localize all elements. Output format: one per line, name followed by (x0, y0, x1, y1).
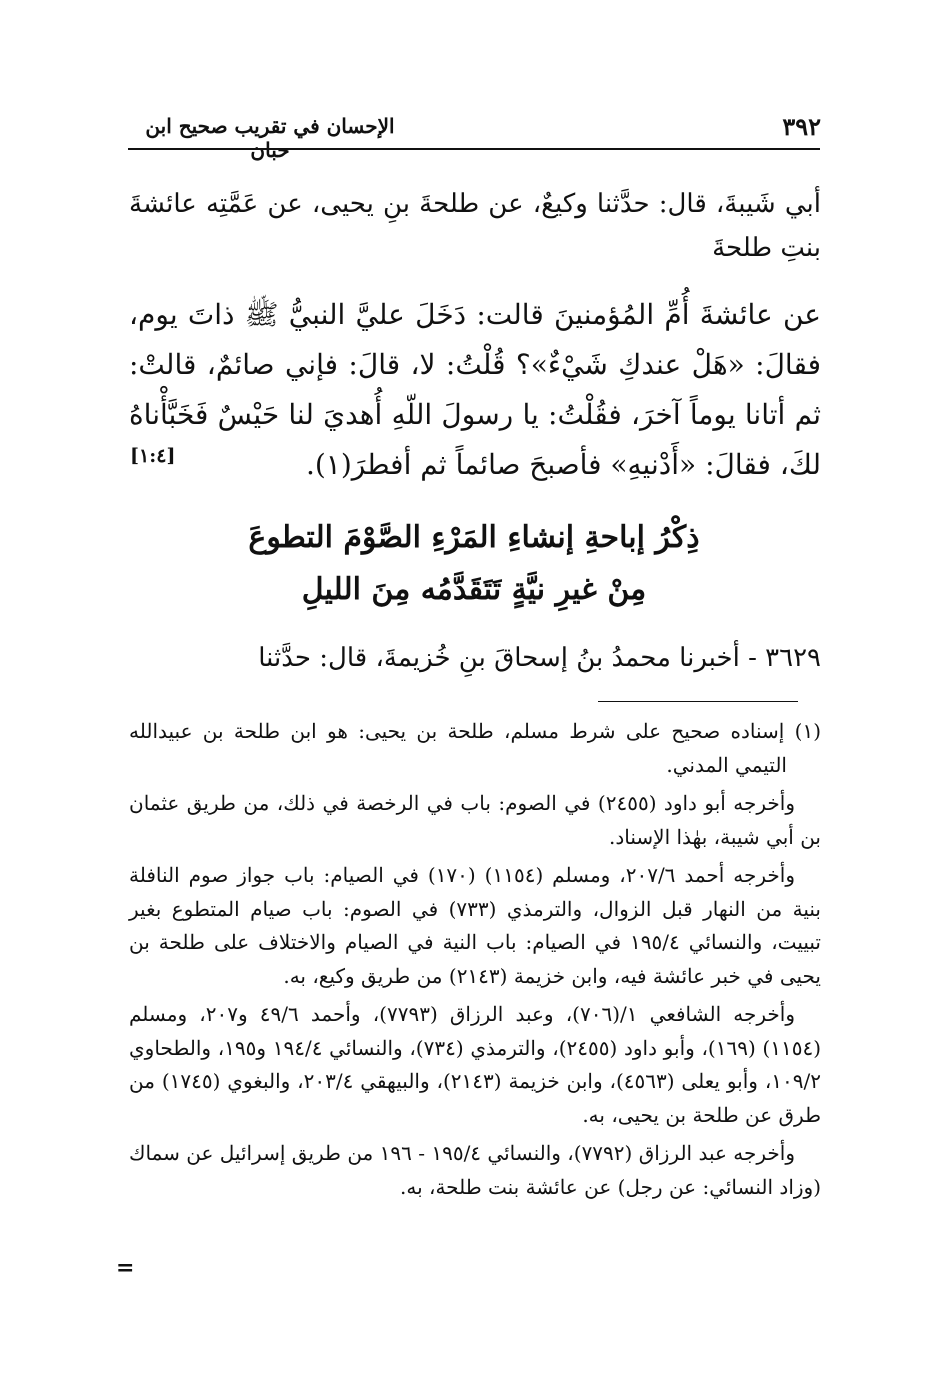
footnote-para-5: وأخرجه عبد الرزاق (٧٧٩٢)، والنسائي ١٩٥/٤ - ١٩٦ من طريق إسرائيل عن سماك (وزاد النسائي: عن رجل) عن عائشة بنت طلحة، به. (128, 1141, 821, 1199)
isnad-chain: ٣٦٢٩ - أخبرنا محمدُ بنُ إسحاقَ بنِ خُزيمةَ، قال: حدَّثنا (258, 643, 821, 673)
continuation-mark: = (116, 1255, 135, 1281)
intro-paragraph: أبي شَيبةَ، قال: حدَّثنا وكيعٌ، عن طلحةَ بنِ يحيى، عن عَمَّتِه عائشةَ بنتِ طلحةَ (129, 189, 821, 263)
hadith-text: عن عائشةَ أُمِّ المُؤمنينَ قالت: دَخَلَ عليَّ النبيُّ ﷺ ذاتَ يوم، فقالَ: «هَلْ عندكِ شَيْءٌ»؟ قُلْتُ: لا، قالَ: فإني صائمٌ، قالتْ: ثم أتانا يوماً آخرَ، فقُلْتُ: يا رسولَ اللّهِ أُهديَ لنا حَيْسٌ فَخَبَّأْناهُ لكَ، فقالَ: «أَدْنيهِ» فأصبحَ صائماً ثم أفطرَ(١). (129, 298, 821, 481)
header-divider (128, 148, 820, 150)
page-number: ٣٩٢ (782, 112, 821, 141)
footnotes (129, 715, 821, 1209)
chapter-heading-line-2: مِنْ غيرِ نيَّةٍ تَتَقَدَّمُه مِنَ الليلِ (301, 572, 647, 607)
footnote-para-2: وأخرجه أبو داود (٢٤٥٥) في الصوم: باب في الرخصة في ذلك، من طريق عثمان بن أبي شيبة، بهٰذا الإسناد. (129, 791, 821, 849)
footnote-divider (598, 701, 798, 702)
footnote-1: (١) إسناده صحيح على شرط مسلم، طلحة بن يحيى: هو ابن طلحة بن عبيدالله التيمي المدني. (129, 719, 821, 777)
chapter-heading-line-1: ذِكْرُ إباحةِ إنشاءِ المَرْءِ الصَّوْمَ التطوعَ (248, 520, 700, 555)
running-title: الإحسان في تقريب صحيح ابن حبان (145, 114, 395, 162)
hadith-reference: [١:٤] (130, 445, 176, 467)
footnote-para-3: وأخرجه أحمد ٢٠٧/٦، ومسلم (١١٥٤) (١٧٠) في الصيام: باب جواز صوم النافلة بنية من النهار قبل الزوال، والترمذي (٧٣٣) في الصوم: باب صيام المتطوع بغير تبييت، والنسائي ١٩٥/٤ في الصيام: باب النية في الصيام والاختلاف على طلحة بن يحيى في خبر عائشة فيه، وابن خزيمة (٢١٤٣) من طريق وكيع، به. (129, 863, 821, 988)
footnote-para-4: وأخرجه الشافعي ١/(٧٠٦)، وعبد الرزاق (٧٧٩٣)، وأحمد ٤٩/٦ و٢٠٧، ومسلم (١١٥٤) (١٦٩)، وأبو داود (٢٤٥٥)، والترمذي (٧٣٤)، والنسائي ١٩٤/٤ و١٩٥، والطحاوي ١٠٩/٢، وأبو يعلى (٤٥٦٣)، وابن خزيمة (٢١٤٣)، والبيهقي ٢٠٣/٤، والبغوي (١٧٤٥) من طرق عن طلحة بن يحيى، به. (129, 1002, 822, 1127)
